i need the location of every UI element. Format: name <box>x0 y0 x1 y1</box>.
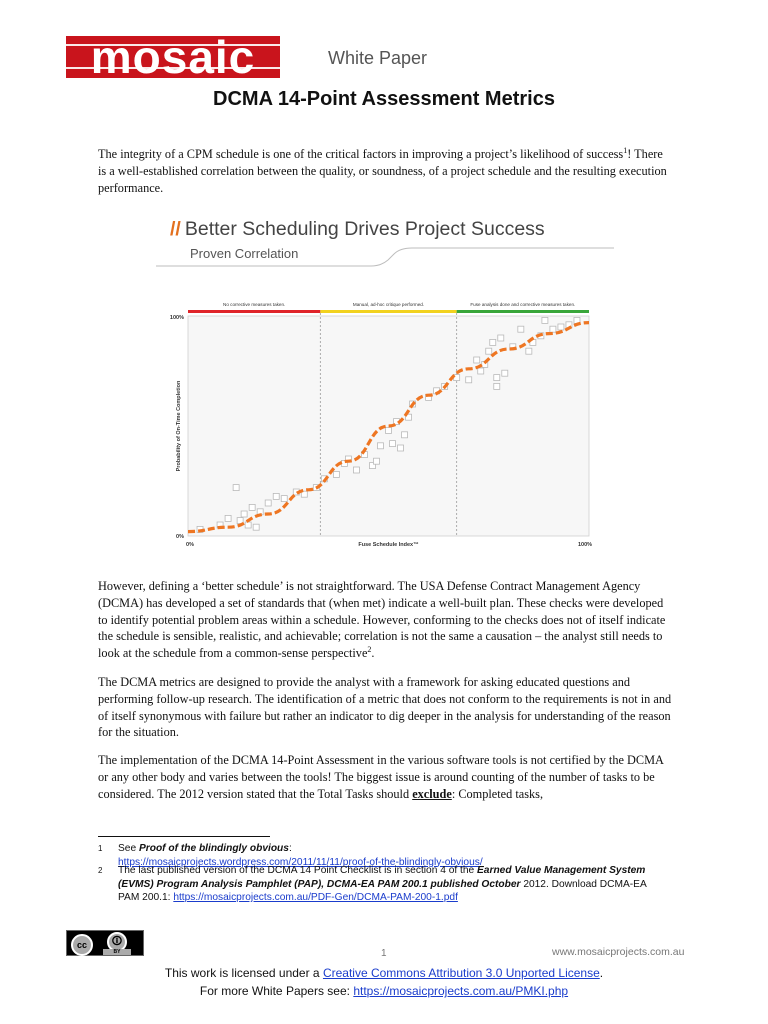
footnote-number: 2 <box>98 866 103 875</box>
mosaic-logo <box>66 31 280 83</box>
x-axis-label: Fuse Schedule Index™ <box>358 542 419 548</box>
zone-label: No corrective measures taken. <box>223 302 286 307</box>
footnote-2 <box>98 864 670 905</box>
license-line <box>0 966 768 980</box>
intro-paragraph <box>98 146 672 196</box>
footnote-title: Proof of the blindingly obvious <box>138 843 289 854</box>
data-point <box>373 458 379 464</box>
paragraph-end: : Completed tasks, <box>451 786 544 801</box>
footnote-separator <box>98 836 270 837</box>
data-point <box>550 326 556 332</box>
cc-icon: cc <box>71 934 93 956</box>
y-tick-label: 0% <box>176 534 184 540</box>
zone-label: Manual, ad-hoc critique performed. <box>352 302 425 307</box>
attribution-person-icon: 🛈 <box>107 932 127 952</box>
data-point <box>353 467 359 473</box>
footnote-ref-1[interactable]: 1 <box>623 145 628 155</box>
license-prefix: This work is licensed under a <box>164 966 323 980</box>
footnote-body <box>118 864 670 905</box>
data-point <box>281 496 287 502</box>
data-point <box>390 441 396 447</box>
data-point <box>542 317 548 323</box>
more-papers-link[interactable]: https://mosaicprojects.com.au/PMKI.php <box>353 984 569 998</box>
data-point <box>558 324 564 330</box>
footnote-text-a: The last published version of the DCMA 14 Point Checklist is in section 4 of the <box>118 865 478 876</box>
data-point <box>502 370 508 376</box>
footnote-title: Earned Value Management System (EVMS) Program Analysis Pamphlet (PAP), DCMA-EA PAM 200.1 published October <box>118 865 646 890</box>
figure-title <box>170 218 545 241</box>
paragraph-text: The implementation of the DCMA 14-Point Assessment in the various software tools is not certified by the DCMA or any other body and varies between the tools! The biggest issue is around counting of the number of tasks to be considered. The 2012 version stated that the Total Tasks should <box>98 753 664 801</box>
data-point <box>402 432 408 438</box>
page-number: 1 <box>381 948 387 959</box>
page-title: DCMA 14-Point Assessment Metrics <box>213 88 555 110</box>
figure-title-slashes: // <box>170 218 181 240</box>
website-url: www.mosaicprojects.com.au <box>552 946 685 958</box>
intro-text-b: ! There is a well-established correlation between the quality, or soundness, of a project schedule and the resulting execution performance. <box>98 147 667 195</box>
data-point <box>377 443 383 449</box>
y-tick-label: 100% <box>169 315 184 321</box>
data-point <box>526 348 532 354</box>
license-suffix: . <box>599 966 604 980</box>
footnote-suffix: : <box>288 843 292 854</box>
data-point <box>333 471 339 477</box>
more-prefix: For more White Papers see: <box>199 984 354 998</box>
data-point <box>474 357 480 363</box>
correlation-chart <box>156 240 616 560</box>
footnote-prefix: See <box>118 843 139 854</box>
footnote-2-link[interactable]: https://mosaicprojects.com.au/PDF-Gen/DCMA-PAM-200-1.pdf <box>173 892 458 903</box>
data-point <box>494 383 500 389</box>
logo-text: mosaic <box>90 31 256 83</box>
zone-bar <box>320 310 456 313</box>
data-point <box>225 515 231 521</box>
footnote-ref-2[interactable]: 2 <box>367 645 372 655</box>
zone-label: Fuse analysis done and corrective measures taken. <box>470 302 576 307</box>
intro-text-a: The integrity of a CPM schedule is one of the critical factors in improving a project’s likelihood of success <box>98 147 624 161</box>
creative-commons-badge[interactable] <box>66 930 144 956</box>
data-point <box>265 500 271 506</box>
license-link[interactable]: Creative Commons Attribution 3.0 Unported License <box>322 966 600 980</box>
data-point <box>386 427 392 433</box>
zone-bar <box>188 310 320 313</box>
data-point <box>490 339 496 345</box>
footnote-number: 1 <box>98 844 103 853</box>
paragraph-implementation <box>98 752 672 802</box>
data-point <box>241 511 247 517</box>
cc-by-label: BY <box>103 949 131 955</box>
paragraph-better-schedule <box>98 578 672 662</box>
figure-subtitle: Proven Correlation <box>190 246 299 261</box>
chart-zones <box>188 310 589 536</box>
document-type: White Paper <box>328 48 428 68</box>
footnote-text-b: 2012. Download DCMA-EA PAM 200.1: <box>118 878 647 903</box>
data-point <box>245 522 251 528</box>
data-point <box>478 368 484 374</box>
x-tick-label: 100% <box>577 542 593 548</box>
paragraph-end: . <box>371 646 375 661</box>
zone-bar <box>457 310 589 313</box>
figure-title-text: Better Scheduling Drives Project Success <box>184 218 545 240</box>
emphasis-exclude: exclude <box>412 786 452 801</box>
data-point <box>233 485 239 491</box>
y-axis-label: Probability of On-Time Completion <box>176 380 182 472</box>
footnote-1-link[interactable]: https://mosaicprojects.wordpress.com/2011/11/11/proof-of-the-blindingly-obvious/ <box>118 856 483 868</box>
data-point <box>249 504 255 510</box>
data-point <box>273 493 279 499</box>
data-point <box>253 524 259 530</box>
paragraph-text: However, defining a ‘better schedule’ is not straightforward. The USA Defense Contract Management Agency (DCMA) has developed a set of standards that (when met) indicate a well-built plan. These checks were developed to identify potential problem areas within a schedule. However, conforming to the checks does not of itself indicate the schedule is sensible, realistic, and achievable; correlation is not the same a causation – the analyst still needs to look at the schedule from a common-sense perspective <box>98 579 666 661</box>
data-point <box>498 335 504 341</box>
x-tick-label: 0% <box>186 542 194 548</box>
paragraph-dcma-metrics: The DCMA metrics are designed to provide the analyst with a framework for asking educated questions and performing follow-up research. The identification of a metric that does not conform to the requirements is not in and of itself synonymous with failure but rather an indicator to dig deeper in the analysis for understanding of the reason for the situation. <box>98 675 672 740</box>
more-papers-line <box>0 984 768 998</box>
data-point <box>398 445 404 451</box>
chart-zone-labels <box>223 302 575 307</box>
data-point <box>466 377 472 383</box>
data-point <box>486 348 492 354</box>
data-point <box>518 326 524 332</box>
data-point <box>494 375 500 381</box>
